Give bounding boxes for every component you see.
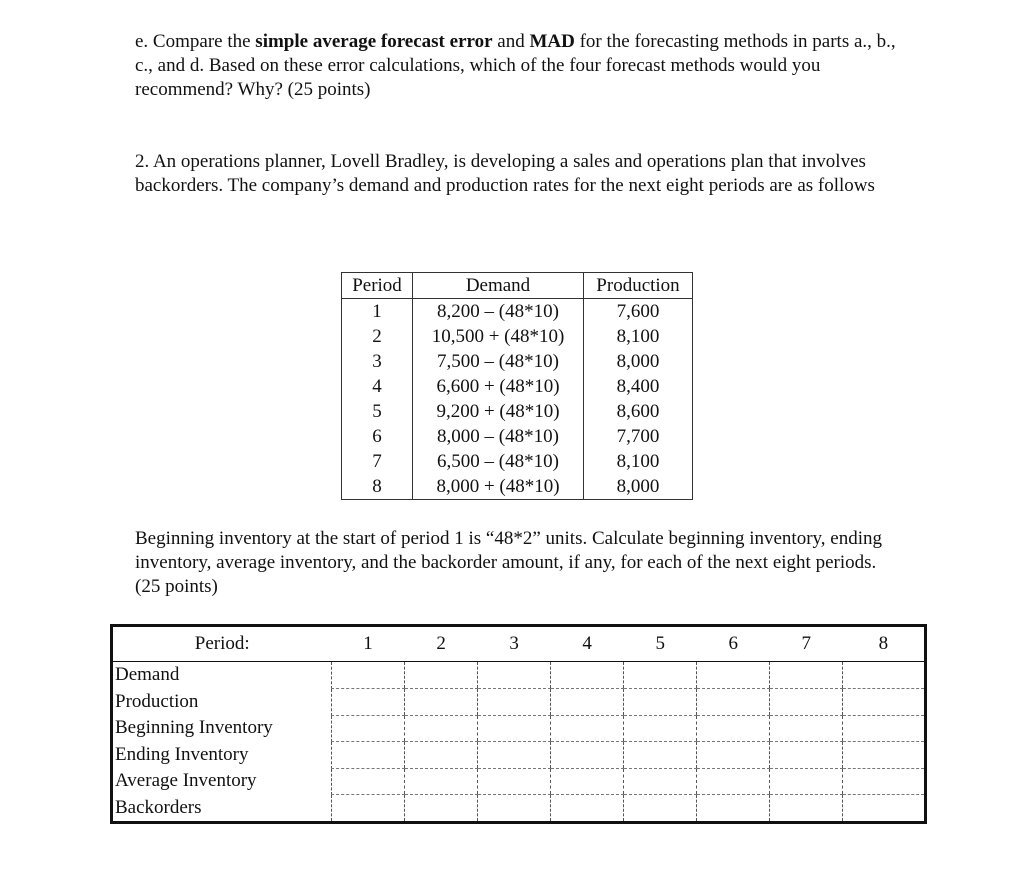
table-cell: 8,100 xyxy=(584,449,693,474)
answer-cell[interactable] xyxy=(624,742,697,769)
answer-cell[interactable] xyxy=(770,742,843,769)
table-cell: 2 xyxy=(342,324,413,349)
answer-cell[interactable] xyxy=(843,662,926,689)
table-row xyxy=(342,399,693,424)
period-header: 5 xyxy=(624,626,697,662)
table-cell: 6,600 + (48*10) xyxy=(413,374,584,399)
table-cell: 10,500 + (48*10) xyxy=(413,324,584,349)
table-row xyxy=(112,795,926,823)
table-cell: 5 xyxy=(342,399,413,424)
answer-cell[interactable] xyxy=(405,742,478,769)
period-label: Period: xyxy=(112,626,332,662)
table-cell: 8,000 xyxy=(584,474,693,500)
text: and xyxy=(492,31,530,52)
bold-term: MAD xyxy=(529,31,575,52)
answer-cell[interactable] xyxy=(697,662,770,689)
answer-cell[interactable] xyxy=(624,689,697,716)
period-header: 1 xyxy=(332,626,405,662)
answer-cell[interactable] xyxy=(478,742,551,769)
row-label: Beginning Inventory xyxy=(115,717,273,738)
answer-cell[interactable] xyxy=(697,689,770,716)
answer-cell[interactable] xyxy=(405,768,478,795)
answer-cell[interactable] xyxy=(697,768,770,795)
table-cell: 6,500 – (48*10) xyxy=(413,449,584,474)
text: e. Compare the xyxy=(135,31,256,52)
answer-cell[interactable] xyxy=(843,742,926,769)
table-cell: 7,500 – (48*10) xyxy=(413,349,584,374)
table-cell: 3 xyxy=(342,349,413,374)
answer-cell[interactable] xyxy=(551,689,624,716)
table-row xyxy=(112,715,926,742)
table-row xyxy=(342,374,693,399)
answer-cell[interactable] xyxy=(478,715,551,742)
answer-cell[interactable] xyxy=(478,662,551,689)
answer-cell[interactable] xyxy=(551,768,624,795)
column-header: Production xyxy=(584,273,693,299)
answer-table xyxy=(110,624,927,824)
answer-cell[interactable] xyxy=(770,768,843,795)
answer-cell[interactable] xyxy=(332,662,405,689)
answer-cell[interactable] xyxy=(332,768,405,795)
answer-cell[interactable] xyxy=(624,715,697,742)
answer-cell[interactable] xyxy=(405,689,478,716)
answer-cell[interactable] xyxy=(770,795,843,823)
answer-cell[interactable] xyxy=(770,715,843,742)
answer-cell[interactable] xyxy=(624,795,697,823)
table-cell: 7,700 xyxy=(584,424,693,449)
table-cell: 9,200 + (48*10) xyxy=(413,399,584,424)
table-cell: 8,200 – (48*10) xyxy=(413,299,584,325)
answer-cell[interactable] xyxy=(697,795,770,823)
table-row xyxy=(342,424,693,449)
answer-cell[interactable] xyxy=(624,662,697,689)
table-cell: 8,000 xyxy=(584,349,693,374)
rates-table xyxy=(341,272,693,500)
table-cell: 7 xyxy=(342,449,413,474)
table-cell: 8,000 + (48*10) xyxy=(413,474,584,500)
table-row xyxy=(112,742,926,769)
bold-term: simple average forecast error xyxy=(255,31,493,52)
period-header: 6 xyxy=(697,626,770,662)
table-row xyxy=(342,299,693,325)
answer-cell[interactable] xyxy=(478,768,551,795)
answer-cell[interactable] xyxy=(843,768,926,795)
table-row xyxy=(342,349,693,374)
period-header: 3 xyxy=(478,626,551,662)
table-header-row xyxy=(112,626,926,662)
table-cell: 8,400 xyxy=(584,374,693,399)
part-e-question xyxy=(135,30,905,102)
answer-cell[interactable] xyxy=(551,715,624,742)
period-header: 7 xyxy=(770,626,843,662)
instructions: Beginning inventory at the start of period 1 is “48*2” units. Calculate beginning inventory, ending inventory, average inventory, and the backorder amount, if any, for each of the next eight periods. (25 points) xyxy=(135,528,883,597)
answer-cell[interactable] xyxy=(843,795,926,823)
column-header: Demand xyxy=(413,273,584,299)
answer-cell[interactable] xyxy=(405,795,478,823)
table-cell: 8,000 – (48*10) xyxy=(413,424,584,449)
answer-cell[interactable] xyxy=(770,662,843,689)
period-header: 2 xyxy=(405,626,478,662)
answer-cell[interactable] xyxy=(332,742,405,769)
answer-cell[interactable] xyxy=(332,795,405,823)
answer-cell[interactable] xyxy=(624,768,697,795)
answer-cell[interactable] xyxy=(478,795,551,823)
table-cell: 1 xyxy=(342,299,413,325)
text: for the forecasting methods in parts a., b., c., and d. Based on these error calculations, which of the four forecast methods would you recommend? Why? (25 points) xyxy=(135,31,896,100)
row-label: Demand xyxy=(115,664,180,685)
answer-cell[interactable] xyxy=(332,689,405,716)
table-cell: 6 xyxy=(342,424,413,449)
table-cell: 8,600 xyxy=(584,399,693,424)
question-2: 2. An operations planner, Lovell Bradley, is developing a sales and operations plan that involves backorders. The company’s demand and production rates for the next eight periods are as follows xyxy=(135,151,875,196)
answer-cell[interactable] xyxy=(697,715,770,742)
answer-cell[interactable] xyxy=(478,689,551,716)
answer-cell[interactable] xyxy=(332,715,405,742)
table-cell: 8 xyxy=(342,474,413,500)
table-row xyxy=(342,474,693,500)
table-row xyxy=(112,662,926,689)
period-header: 4 xyxy=(551,626,624,662)
table-cell: 4 xyxy=(342,374,413,399)
answer-cell[interactable] xyxy=(843,715,926,742)
period-header: 8 xyxy=(843,626,926,662)
table-cell: 7,600 xyxy=(584,299,693,325)
table-cell: 8,100 xyxy=(584,324,693,349)
table-row xyxy=(112,768,926,795)
row-label: Average Inventory xyxy=(115,770,257,791)
row-label: Backorders xyxy=(115,796,202,818)
row-label: Ending Inventory xyxy=(115,743,249,765)
answer-cell[interactable] xyxy=(405,715,478,742)
answer-cell[interactable] xyxy=(770,689,843,716)
answer-cell[interactable] xyxy=(551,742,624,769)
answer-cell[interactable] xyxy=(405,662,478,689)
answer-cell[interactable] xyxy=(551,662,624,689)
answer-cell[interactable] xyxy=(697,742,770,769)
table-header-row xyxy=(342,273,693,299)
table-row xyxy=(112,689,926,716)
answer-cell[interactable] xyxy=(843,689,926,716)
column-header: Period xyxy=(342,273,413,299)
answer-cell[interactable] xyxy=(551,795,624,823)
row-label: Production xyxy=(115,690,199,712)
table-row xyxy=(342,324,693,349)
table-row xyxy=(342,449,693,474)
